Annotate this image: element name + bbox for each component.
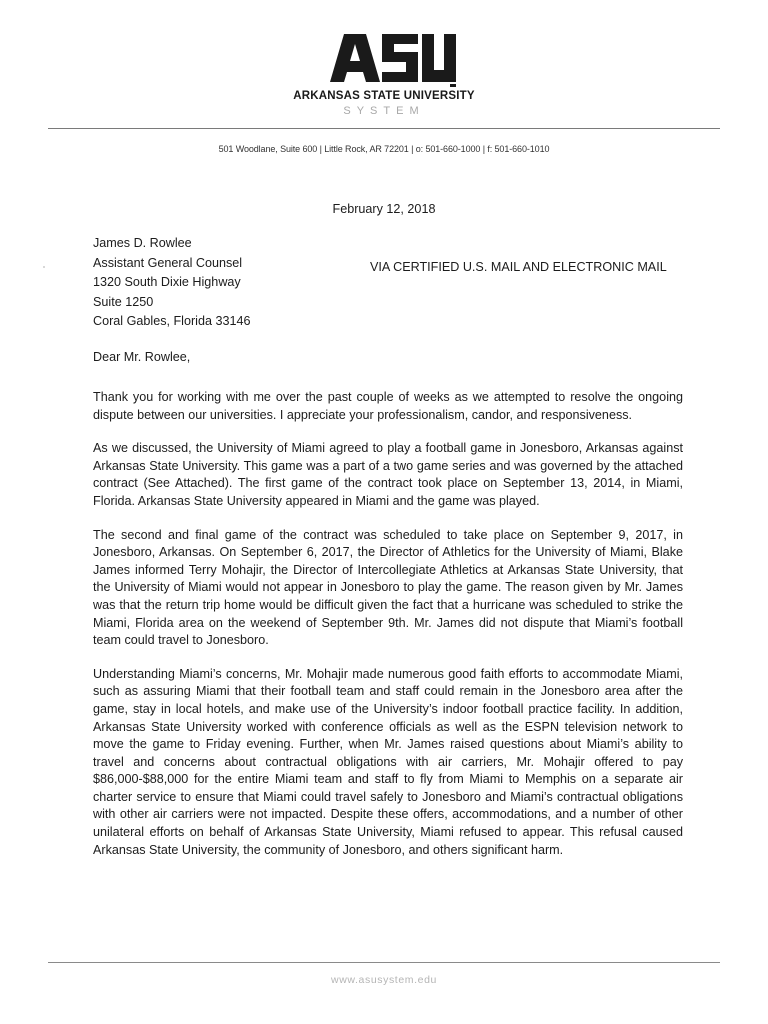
recipient-city: Coral Gables, Florida 33146 xyxy=(93,314,251,328)
body-paragraph: Understanding Miami’s concerns, Mr. Mohajir made numerous good faith efforts to accommodate Miami, such as assuring Miami that their football team and staff could remain in the Jonesboro area after the game, stay in local hotels, and make use of the University’s indoor football practice facility. In addition, Arkansas State University worked with conference officials as well as the ESPN television network to move the game to Friday evening. Further, when Mr. James raised questions about Miami’s ability to travel and concerns about contractual obligations with air carriers, Mr. Mohajir offered to pay $86,000-$88,000 for the entire Miami team and staff to fly from Miami to Memphis on a separate air charter service to ensure that Miami could travel safely to Jonesboro and Miami’s contractual obligations with other air carriers were not impacted. Despite these offers, accommodations, and a number of other unilateral efforts on behalf of Arkansas State University, Miami refused to appear. This refusal caused Arkansas State University, the community of Jonesboro, and others significant harm. xyxy=(93,666,683,857)
scan-artifact xyxy=(43,266,45,268)
body-paragraph: As we discussed, the University of Miami agreed to play a football game in Jonesboro, Arkansas against Arkansas State University. This game was a part of a two game series and was governed by the attached contract (See Attached). The first game of the contract took place on September 13, 2014, in Miami, Florida. Arkansas State University appeared in Miami and the game was played. xyxy=(93,441,683,508)
letter-date: February 12, 2018 xyxy=(332,202,436,216)
recipient-street: 1320 South Dixie Highway xyxy=(93,275,241,289)
recipient-suite: Suite 1250 xyxy=(93,294,154,309)
header-divider xyxy=(48,128,720,129)
delivery-method: VIA CERTIFIED U.S. MAIL AND ELECTRONIC MAIL xyxy=(370,260,667,274)
salutation: Dear Mr. Rowlee, xyxy=(93,350,191,364)
body-paragraph: Thank you for working with me over the past couple of weeks as we attempted to resolve the ongoing dispute between our universities. I appreciate your professionalism, candor, and responsiveness. xyxy=(93,390,683,422)
letter-body xyxy=(93,389,683,875)
org-subtitle: SYSTEM xyxy=(343,105,425,117)
recipient-name: James D. Rowlee xyxy=(93,236,192,250)
letterhead-address: 501 Woodlane, Suite 600 | Little Rock, AR 72201 | o: 501-660-1000 | f: 501-660-1010 xyxy=(218,144,550,154)
org-name: ARKANSAS STATE UNIVERSITY xyxy=(293,90,475,102)
asu-logo xyxy=(330,30,460,88)
recipient-title: Assistant General Counsel xyxy=(93,255,243,270)
recipient-block xyxy=(93,235,251,333)
body-paragraph: The second and final game of the contract was scheduled to take place on September 9, 2017, in Jonesboro, Arkansas. On September 6, 2017, the Director of Athletics for the University of Miami, Blake James informed Terry Mohajir, the Director of Intercollegiate Athletics at Arkansas State University, that the University of Miami would not appear in Jonesboro to play the game. The reason given by Mr. James was that the return trip home would be difficult given the fact that a hurricane was scheduled to strike the Miami, Florida area on the weekend of September 9th. Mr. James did not dispute that Miami’s football team could travel to Jonesboro. xyxy=(93,527,683,648)
footer-divider xyxy=(48,962,720,963)
footer-url: www.asusystem.edu xyxy=(331,974,437,986)
